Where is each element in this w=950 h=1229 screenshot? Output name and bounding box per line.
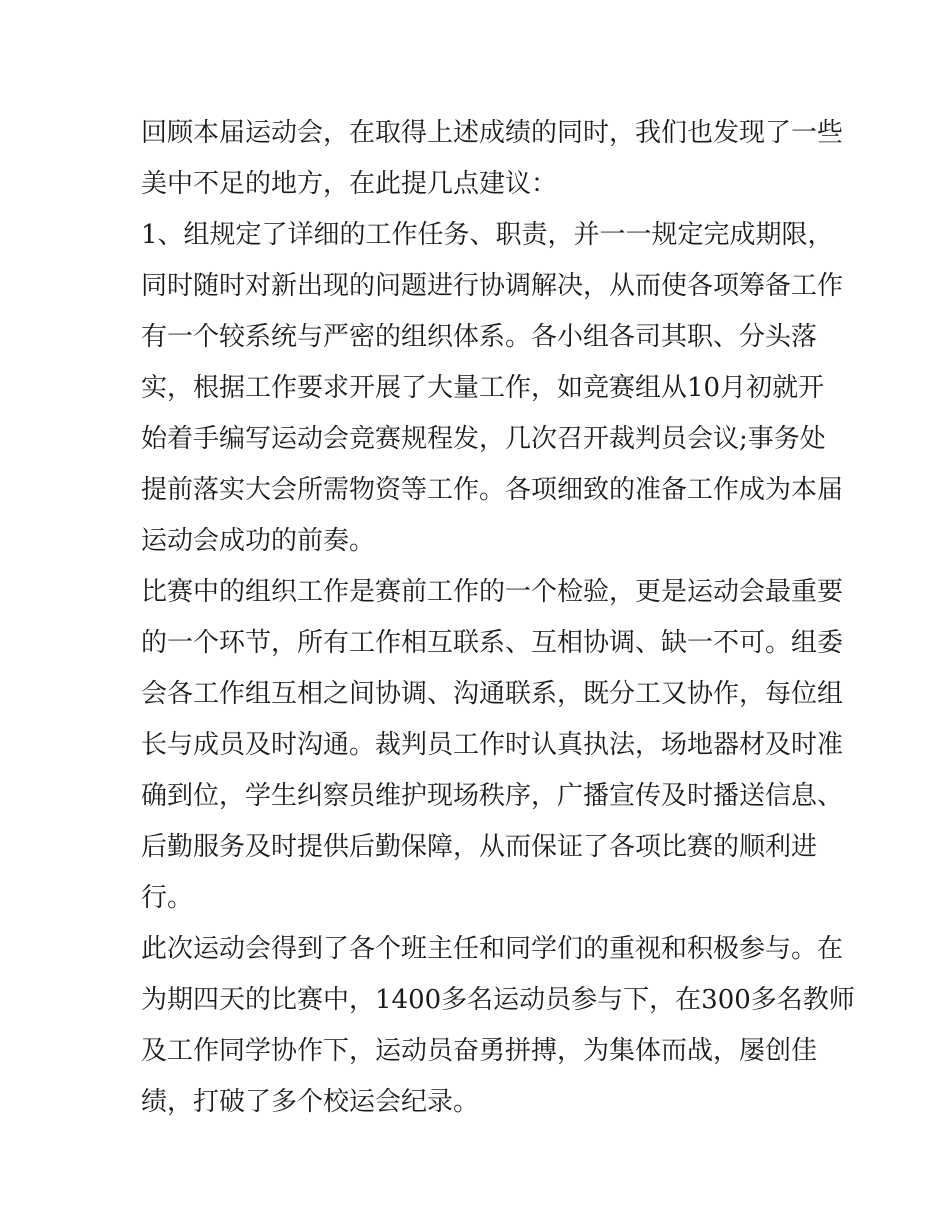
- text-line: 比赛中的组织工作是赛前工作的一个检验，更是运动会最重要: [141, 577, 844, 607]
- text-line: 会各工作组互相之间协调、沟通联系，既分工又协作，每位组: [141, 679, 844, 709]
- document-body: [141, 108, 855, 1128]
- text-line: 绩，打破了多个校运会纪录。: [141, 1087, 480, 1117]
- text-line: 后勤服务及时提供后勤保障，从而保证了各项比赛的顺利进: [141, 832, 818, 862]
- text-line: 有一个较系统与严密的组织体系。各小组各司其职、分头落: [141, 322, 818, 352]
- text-line: 长与成员及时沟通。裁判员工作时认真执法，场地器材及时准: [141, 730, 844, 760]
- text-line: 1、组规定了详细的工作任务、职责，并一一规定完成期限，: [141, 220, 834, 250]
- text-line: 回顾本届运动会，在取得上述成绩的同时，我们也发现了一些: [141, 118, 844, 148]
- text-line: 确到位，学生纠察员维护现场秩序，广播宣传及时播送信息、: [141, 781, 844, 811]
- text-line: 实，根据工作要求开展了大量工作，如竞赛组从10月初就开: [141, 373, 825, 403]
- text-line: 美中不足的地方，在此提几点建议：: [141, 169, 558, 199]
- text-line: 行。: [141, 883, 194, 913]
- text-line: 提前落实大会所需物资等工作。各项细致的准备工作成为本届: [141, 475, 844, 505]
- text-line: 同时随时对新出现的问题进行协调解决，从而使各项筹备工作: [141, 271, 844, 301]
- text-line: 此次运动会得到了各个班主任和同学们的重视和积极参与。在: [141, 934, 844, 964]
- text-line: 运动会成功的前奏。: [141, 526, 376, 556]
- text-line: 及工作同学协作下，运动员奋勇拼搏，为集体而战，屡创佳: [141, 1036, 818, 1066]
- text-line: 的一个环节，所有工作相互联系、互相协调、缺一不可。组委: [141, 628, 844, 658]
- text-line: 为期四天的比赛中，1400多名运动员参与下，在300多名教师: [141, 985, 855, 1015]
- text-line: 始着手编写运动会竞赛规程发，几次召开裁判员会议;事务处: [141, 424, 826, 454]
